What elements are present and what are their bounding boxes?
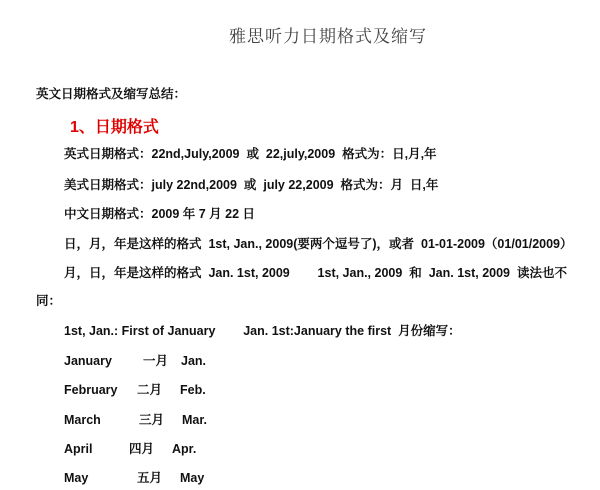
month-english: January: [64, 354, 112, 368]
month-chinese: 五月: [137, 471, 163, 485]
month-chinese: 四月: [129, 442, 155, 456]
american-format-line: 美式日期格式：july 22nd,2009 或 july 22,2009 格式为：月 日,年: [64, 178, 439, 192]
month-chinese: 三月: [139, 413, 165, 427]
month-english: April: [64, 442, 93, 456]
month-abbr: Jan.: [181, 354, 207, 368]
page-title: 雅思听力日期格式及缩写: [229, 27, 427, 47]
reading-line: 1st, Jan.: First of January Jan. 1st:January the first 月份缩写：: [64, 324, 461, 338]
month-english: February: [64, 383, 118, 397]
mdy-format-line: 月，日，年是这样的格式 Jan. 1st, 2009 1st, Jan., 2009 和 Jan. 1st, 2009 读法也不: [64, 266, 567, 280]
month-chinese: 二月: [137, 383, 163, 397]
month-english: May: [64, 471, 89, 485]
month-abbr: May: [180, 471, 205, 485]
british-format-line: 英式日期格式：22nd,July,2009 或 22,july,2009 格式为：日,月,年: [64, 147, 437, 161]
summary-heading: 英文日期格式及缩写总结：: [36, 87, 187, 101]
chinese-format-line: 中文日期格式：2009 年 7 月 22 日: [64, 207, 256, 221]
month-abbr: Mar.: [182, 413, 208, 427]
month-chinese: 一月: [143, 354, 169, 368]
mdy-format-line-cont: 同：: [36, 294, 62, 308]
month-english: March: [64, 413, 101, 427]
month-abbr: Feb.: [180, 383, 206, 397]
dmy-format-line: 日，月，年是这样的格式 1st, Jan., 2009(要两个逗号了)，或者 01-01-2009（01/01/2009）: [64, 237, 573, 251]
month-abbr: Apr.: [172, 442, 197, 456]
section-heading: 1、日期格式: [70, 119, 159, 136]
